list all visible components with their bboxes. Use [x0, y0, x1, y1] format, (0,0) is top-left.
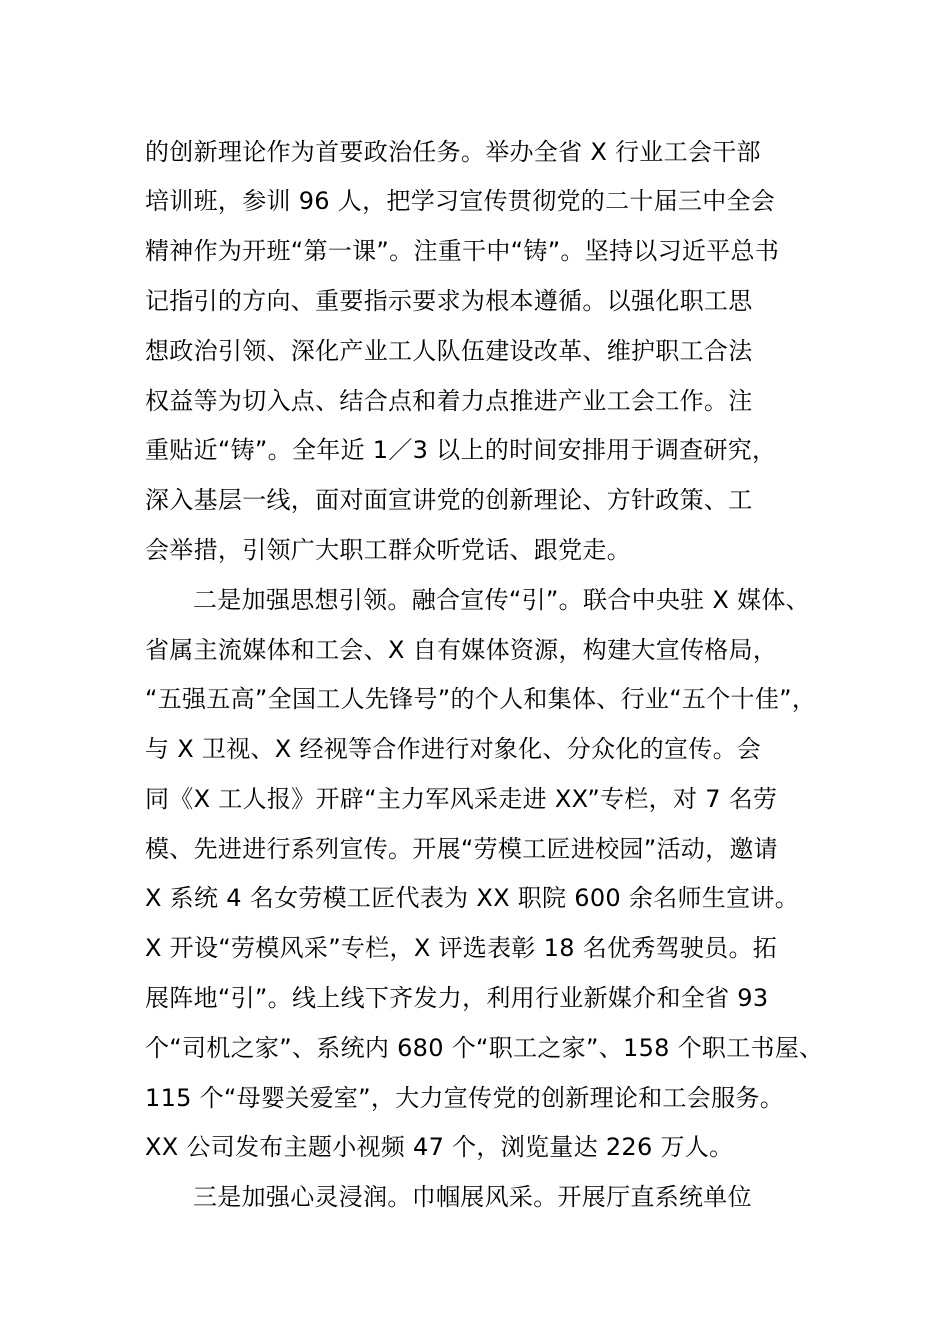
text-line: 深入基层一线，面对面宣讲党的创新理论、方针政策、工 — [145, 486, 753, 514]
text-line: 的创新理论作为首要政治任务。举办全省 X 行业工会干部 — [145, 138, 761, 166]
text-line: 与 X 卫视、X 经视等合作进行对象化、分众化的宣传。会 — [145, 735, 762, 763]
text-line: 重贴近“铸”。全年近 1／3 以上的时间安排用于调查研究， — [145, 436, 777, 464]
text-line: 同《X 工人报》开辟“主力军风采走进 XX”专栏，对 7 名劳 — [145, 785, 778, 813]
text-line: X 开设“劳模风采”专栏，X 评选表彰 18 名优秀驾驶员。拓 — [145, 934, 778, 962]
paragraph-start-line: 二是加强思想引领。融合宣传“引”。联合中央驻 X 媒体、 — [193, 586, 810, 614]
text-line: 省属主流媒体和工会、X 自有媒体资源，构建大宣传格局， — [145, 636, 778, 664]
text-line: 权益等为切入点、结合点和着力点推进产业工会工作。注 — [145, 387, 753, 415]
text-line: 115 个“母婴关爱室”，大力宣传党的创新理论和工会服务。 — [145, 1084, 785, 1112]
text-line: 想政治引领、深化产业工人队伍建设改革、维护职工合法 — [145, 337, 753, 365]
text-line: 记指引的方向、重要指示要求为根本遵循。以强化职工思 — [145, 287, 753, 315]
text-line: 培训班，参训 96 人，把学习宣传贯彻党的二十届三中全会 — [145, 187, 776, 215]
text-line: X 系统 4 名女劳模工匠代表为 XX 职院 600 余名师生宣讲。 — [145, 884, 800, 912]
text-line: 展阵地“引”。线上线下齐发力，利用行业新媒介和全省 93 — [145, 984, 769, 1012]
text-line: 个“司机之家”、系统内 680 个“职工之家”、158 个职工书屋、 — [145, 1034, 824, 1062]
text-line: 会举措，引领广大职工群众听党话、跟党走。 — [145, 536, 631, 564]
paragraph-start-line: 三是加强心灵浸润。巾帼展风采。开展厅直系统单位 — [193, 1183, 752, 1211]
text-line: 精神作为开班“第一课”。注重干中“铸”。坚持以习近平总书 — [145, 237, 780, 265]
text-line: “五强五高”全国工人先锋号”的个人和集体、行业“五个十佳”， — [145, 685, 817, 713]
text-line: 模、先进进行系列宣传。开展“劳模工匠进校园”活动，邀请 — [145, 835, 778, 863]
text-line: XX 公司发布主题小视频 47 个，浏览量达 226 万人。 — [145, 1133, 734, 1161]
